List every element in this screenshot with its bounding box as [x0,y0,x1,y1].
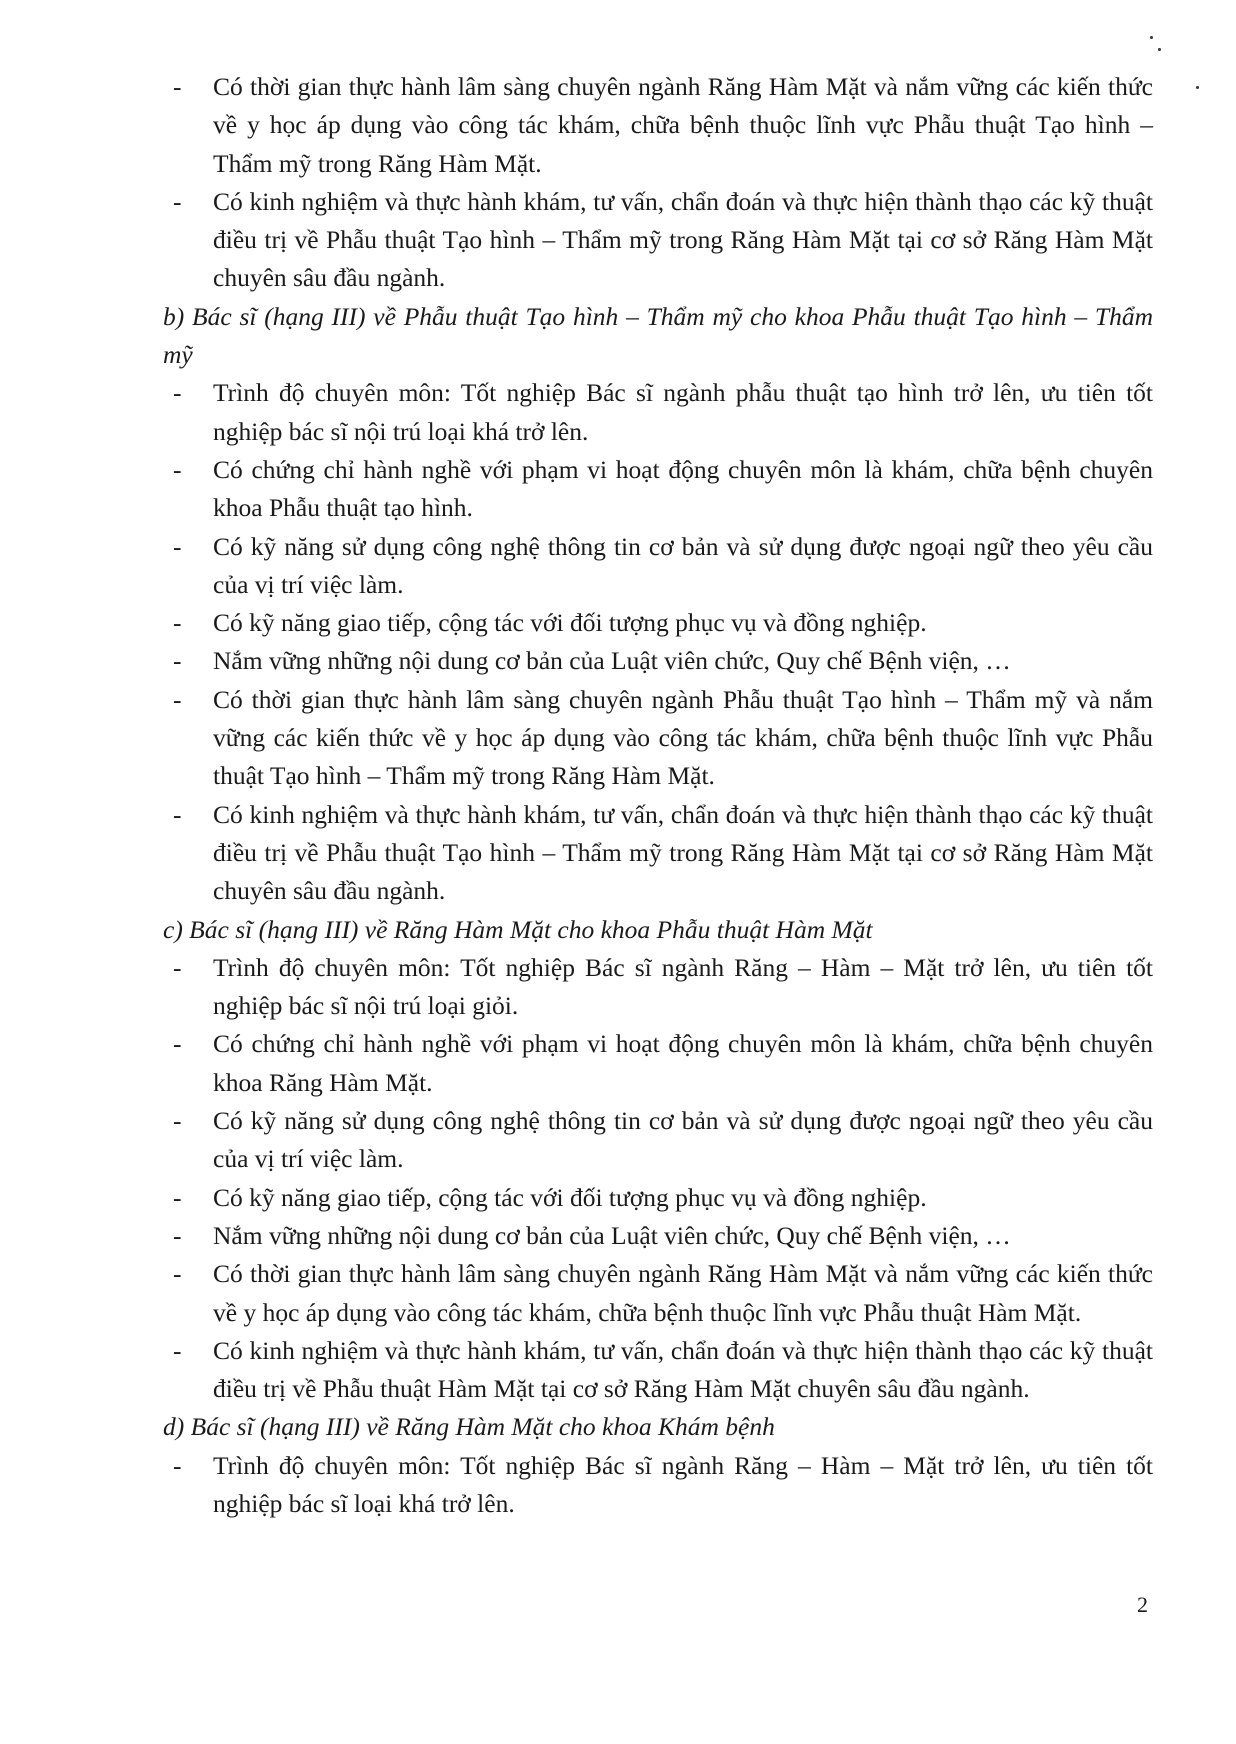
bullet-dash: - [173,1029,182,1059]
bullet-dash: - [173,378,182,408]
scan-speck [1150,36,1153,39]
list-item [163,1447,1153,1524]
list-item-text: Có kinh nghiệm và thực hành khám, tư vấn, chẩn đoán và thực hiện thành thạo các kỹ thuật điều trị về Phẫu thuật Tạo hình – Thẩm mỹ trong Răng Hàm Mặt tại cơ sở Răng Hàm Mặt chuyên sâu đầu ngành. [213,186,1153,293]
bullet-dash: - [173,531,182,561]
list-item-text: Có kỹ năng giao tiếp, cộng tác với đối tượng phục vụ và đồng nghiệp. [213,1182,927,1212]
requirement-list [163,374,1153,910]
scan-speck [1196,86,1199,89]
list-item-text: Có thời gian thực hành lâm sàng chuyên ngành Răng Hàm Mặt và nắm vững các kiến thức về y học áp dụng vào công tác khám, chữa bệnh thuộc lĩnh vực Phẫu thuật Tạo hình – Thẩm mỹ trong Răng Hàm Mặt. [213,72,1153,178]
list-item-text: Có kinh nghiệm và thực hành khám, tư vấn, chẩn đoán và thực hiện thành thạo các kỹ thuật điều trị về Phẫu thuật Tạo hình – Thẩm mỹ trong Răng Hàm Mặt tại cơ sở Răng Hàm Mặt chuyên sâu đầu ngành. [213,799,1153,906]
list-item-text: Trình độ chuyên môn: Tốt nghiệp Bác sĩ ngành Răng – Hàm – Mặt trở lên, ưu tiên tốt nghiệp bác sĩ loại khá trở lên. [213,1450,1153,1518]
document-body [163,68,1153,1523]
list-item [163,1025,1153,1102]
requirement-list [163,1447,1153,1524]
list-item-text: Có kỹ năng sử dụng công nghệ thông tin cơ bản và sử dụng được ngoại ngữ theo yêu cầu của vị trí việc làm. [213,1106,1153,1174]
section-heading: c) Bác sĩ (hạng III) về Răng Hàm Mặt cho khoa Phẫu thuật Hàm Mặt [163,914,873,944]
bullet-dash: - [173,1335,182,1365]
bullet-dash: - [173,1182,182,1212]
list-item-text: Nắm vững những nội dung cơ bản của Luật viên chức, Quy chế Bệnh viện, … [213,646,1011,676]
list-item [163,1332,1153,1409]
list-item-text: Có kỹ năng sử dụng công nghệ thông tin cơ bản và sử dụng được ngoại ngữ theo yêu cầu của vị trí việc làm. [213,531,1153,599]
section-heading: d) Bác sĩ (hạng III) về Răng Hàm Mặt cho khoa Khám bệnh [163,1412,775,1442]
list-item-text: Nắm vững những nội dung cơ bản của Luật viên chức, Quy chế Bệnh viện, … [213,1220,1011,1250]
list-item [163,1217,1153,1255]
list-item [163,949,1153,1026]
list-item-text: Trình độ chuyên môn: Tốt nghiệp Bác sĩ ngành phẫu thuật tạo hình trở lên, ưu tiên tốt nghiệp bác sĩ nội trú loại khá trở lên. [213,378,1153,446]
list-item [163,451,1153,528]
list-item [163,68,1153,183]
bullet-dash: - [173,1220,182,1250]
list-item-text: Có chứng chỉ hành nghề với phạm vi hoạt động chuyên môn là khám, chữa bệnh chuyên khoa Phẫu thuật tạo hình. [213,454,1153,523]
bullet-dash: - [173,454,182,484]
bullet-dash: - [173,952,182,982]
bullet-dash: - [173,646,182,676]
section-heading: b) Bác sĩ (hạng III) về Phẫu thuật Tạo hình – Thẩm mỹ cho khoa Phẫu thuật Tạo hình – Thẩm mỹ [163,301,1153,370]
requirement-list [163,68,1153,298]
bullet-dash: - [173,1106,182,1136]
bullet-dash: - [173,684,182,714]
list-item-text: Có thời gian thực hành lâm sàng chuyên ngành Răng Hàm Mặt và nắm vững các kiến thức về y học áp dụng vào công tác khám, chữa bệnh thuộc lĩnh vực Phẫu thuật Hàm Mặt. [213,1259,1153,1327]
list-item [163,1179,1153,1217]
bullet-dash: - [173,72,182,101]
bullet-dash: - [173,608,182,638]
list-item [163,1102,1153,1179]
list-item [163,528,1153,605]
bullet-dash: - [173,186,182,216]
list-item [163,374,1153,451]
list-item [163,604,1153,642]
bullet-dash: - [173,799,182,829]
list-item [163,796,1153,911]
list-item-text: Trình độ chuyên môn: Tốt nghiệp Bác sĩ ngành Răng – Hàm – Mặt trở lên, ưu tiên tốt nghiệp bác sĩ nội trú loại giỏi. [213,952,1153,1021]
list-item [163,642,1153,680]
bullet-dash: - [173,1259,182,1289]
list-item-text: Có thời gian thực hành lâm sàng chuyên ngành Phẫu thuật Tạo hình – Thẩm mỹ và nắm vững các kiến thức về y học áp dụng vào công tác khám, chữa bệnh thuộc lĩnh vực Phẫu thuật Tạo hình – Thẩm mỹ trong Răng Hàm Mặt. [213,684,1153,791]
list-item [163,183,1153,298]
list-item-text: Có kỹ năng giao tiếp, cộng tác với đối tượng phục vụ và đồng nghiệp. [213,608,927,638]
scan-speck [1158,48,1161,51]
requirement-list [163,949,1153,1409]
list-item-text: Có chứng chỉ hành nghề với phạm vi hoạt động chuyên môn là khám, chữa bệnh chuyên khoa Răng Hàm Mặt. [213,1029,1153,1097]
page-number: 2 [1137,1592,1148,1617]
bullet-dash: - [173,1450,182,1480]
list-item [163,1255,1153,1332]
list-item [163,681,1153,796]
list-item-text: Có kinh nghiệm và thực hành khám, tư vấn, chẩn đoán và thực hiện thành thạo các kỹ thuật điều trị về Phẫu thuật Hàm Mặt tại cơ sở Răng Hàm Mặt chuyên sâu đầu ngành. [213,1335,1153,1404]
